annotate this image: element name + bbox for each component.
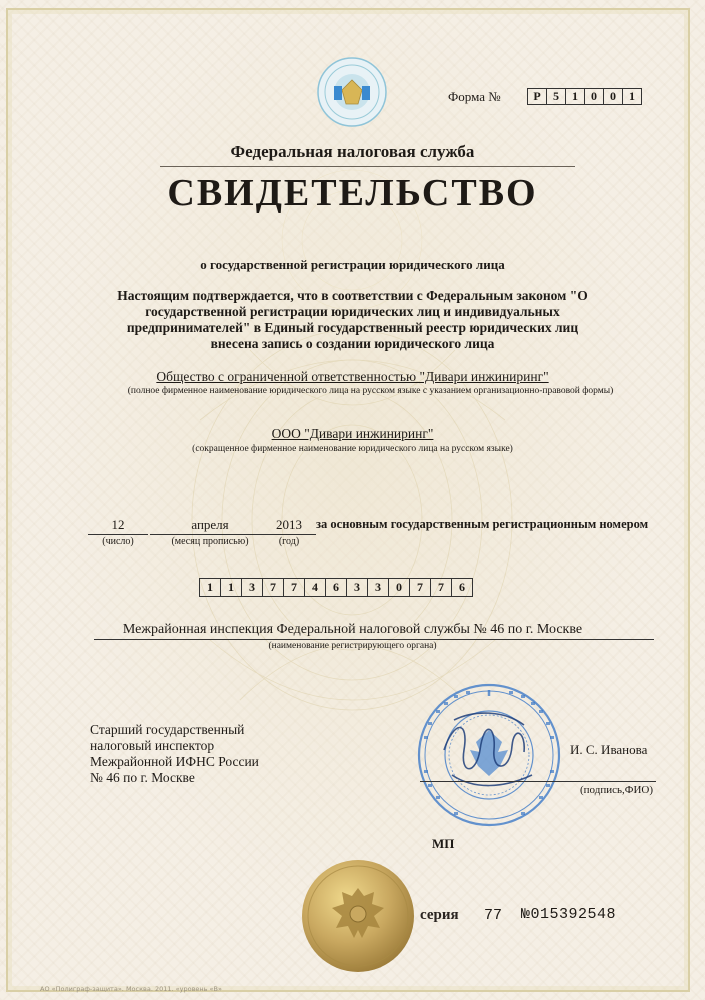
date-year-line xyxy=(262,534,316,535)
reg-number-digit: 4 xyxy=(304,578,326,597)
round-stamp-icon xyxy=(414,680,564,830)
form-code-char: 5 xyxy=(546,88,566,105)
signature-line xyxy=(420,781,656,782)
divider xyxy=(160,166,575,167)
series-label: серия xyxy=(420,907,459,923)
officer-title-line: № 46 по г. Москве xyxy=(90,770,195,785)
date-month-line xyxy=(150,534,270,535)
date-month: апреля xyxy=(191,517,229,532)
officer-title-line: Межрайонной ИФНС России xyxy=(90,754,259,769)
serial-number: №015392548 xyxy=(521,906,617,923)
date-day: 12 xyxy=(111,517,125,532)
reg-number-digit: 1 xyxy=(220,578,242,597)
reg-number-digit: 7 xyxy=(430,578,452,597)
form-number-label: Форма № xyxy=(448,89,501,104)
printer-footer: АО «Полиграф-защита». Москва. 2011. «уровень «В» xyxy=(40,985,222,993)
reg-number-digit: 6 xyxy=(325,578,347,597)
reg-number-digit: 0 xyxy=(388,578,410,597)
reg-number-digit: 6 xyxy=(451,578,473,597)
form-code-char: 0 xyxy=(603,88,623,105)
date-day-line xyxy=(88,534,148,535)
reg-number-digit: 7 xyxy=(262,578,284,597)
short-name-caption: (сокращенное фирменное наименование юридического лица на русском языке) xyxy=(192,444,513,454)
reg-number-digit: 3 xyxy=(367,578,389,597)
reg-number-digit: 7 xyxy=(409,578,431,597)
signatory-name: И. С. Иванова xyxy=(570,742,648,757)
form-code-char: 1 xyxy=(622,88,642,105)
date-day-caption: (число) xyxy=(102,536,134,547)
seal-place-label: МП xyxy=(432,836,455,851)
document-subtitle: о государственной регистрации юридического лица xyxy=(200,257,505,272)
registration-number-label: за основным государственным регистрационным номером xyxy=(316,517,649,531)
series-number: 77 xyxy=(484,907,503,924)
form-code xyxy=(528,88,642,105)
reg-number-digit: 7 xyxy=(283,578,305,597)
reg-number-digit: 3 xyxy=(241,578,263,597)
authority-caption: (наименование регистрирующего органа) xyxy=(268,641,437,651)
issuing-service: Федеральная налоговая служба xyxy=(230,142,475,161)
company-short-name: ООО "Дивари инжиниринг" xyxy=(271,426,434,441)
form-code-char: 0 xyxy=(584,88,604,105)
full-name-caption: (полное фирменное наименование юридического лица на русском языке с указанием организационно-правовой формы) xyxy=(127,386,614,396)
form-code-char: Р xyxy=(527,88,547,105)
authority-line xyxy=(94,639,654,640)
date-year-caption: (год) xyxy=(278,536,300,547)
officer-title-line: Старший государственный xyxy=(90,722,245,737)
reg-number-digit: 3 xyxy=(346,578,368,597)
registering-authority: Межрайонная инспекция Федеральной налоговой службы № 46 по г. Москве xyxy=(122,622,583,637)
fns-emblem-icon xyxy=(316,56,388,128)
intro-paragraph: Настоящим подтверждается, что в соответствии с Федеральным законом "О государственной регистрации юридических лиц и индивидуальных предпринимателей" в Единый государственный реестр юридических лиц внесена запись о создании юридического лица xyxy=(117,288,588,351)
date-month-caption: (месяц прописью) xyxy=(171,536,249,547)
officer-title xyxy=(90,722,259,786)
company-full-name: Общество с ограниченной ответственностью "Дивари инжиниринг" xyxy=(156,369,549,384)
registration-number xyxy=(200,578,473,597)
officer-title-line: налоговый инспектор xyxy=(90,738,215,753)
form-code-char: 1 xyxy=(565,88,585,105)
date-year: 2013 xyxy=(276,517,302,532)
signature-caption: (подпись,ФИО) xyxy=(580,784,653,796)
double-headed-eagle-seal-icon xyxy=(300,858,416,974)
document-title: СВИДЕТЕЛЬСТВО xyxy=(167,172,538,214)
reg-number-digit: 1 xyxy=(199,578,221,597)
